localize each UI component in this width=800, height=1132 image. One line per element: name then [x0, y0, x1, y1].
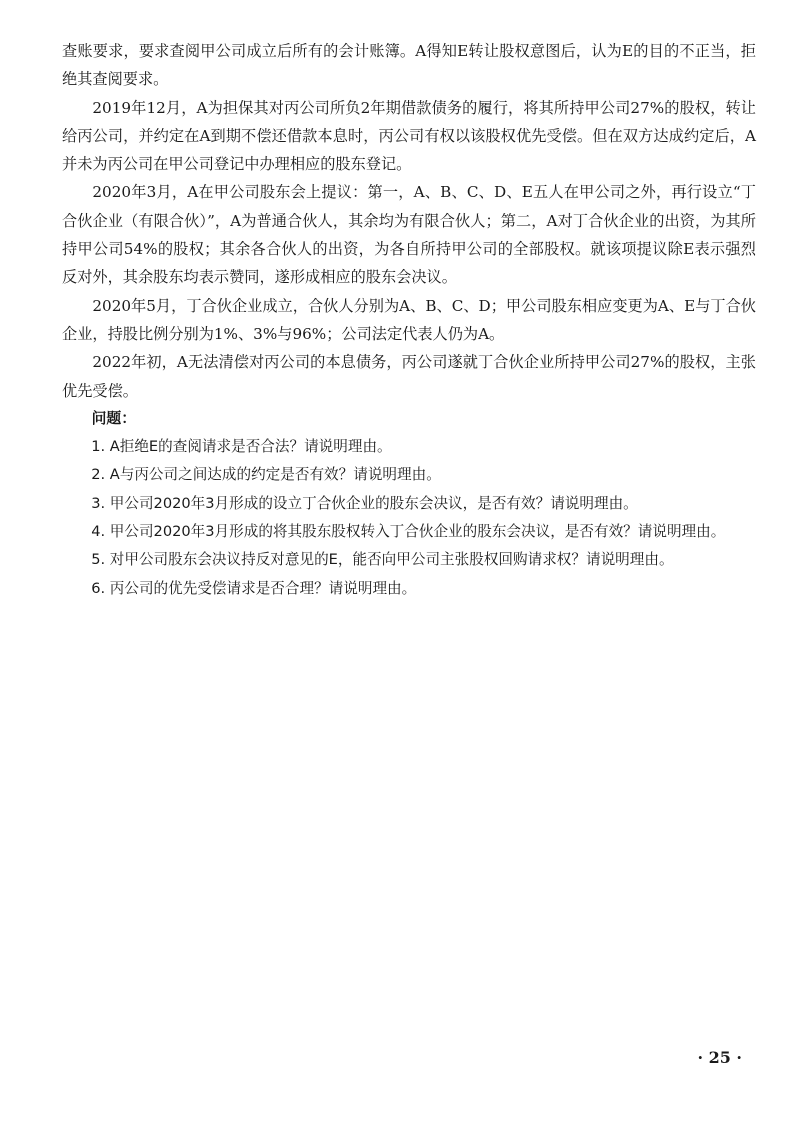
paragraph-2022-claim: 2022年初，A无法清偿对丙公司的本息债务，丙公司遂就丁合伙企业所持甲公司27%的股权，主张优先受偿。	[62, 353, 756, 400]
question-1: 1. A拒绝E的查阅请求是否合法？请说明理由。	[91, 438, 392, 456]
questions-heading: 问题：	[91, 409, 136, 427]
question-2: 2. A与丙公司之间达成的约定是否有效？请说明理由。	[91, 466, 441, 484]
paragraph-2019-pledge: 2019年12月，A为担保其对丙公司所负2年期借款债务的履行，将其所持甲公司27%的股权，转让给丙公司，并约定在A到期不偿还借款本息时，丙公司有权以该股权优先受偿。但在双方达成约定后，A并未为丙公司在甲公司登记中办理相应的股东登记。	[62, 98, 756, 174]
question-3: 3. 甲公司2020年3月形成的设立丁合伙企业的股东会决议，是否有效？请说明理由。	[91, 494, 638, 512]
question-6: 6. 丙公司的优先受偿请求是否合理？请说明理由。	[91, 579, 417, 597]
question-4: 4. 甲公司2020年3月形成的将其股东股权转入丁合伙企业的股东会决议，是否有效？请说明理由。	[91, 523, 726, 541]
paragraph-continued: 查账要求，要求查阅甲公司成立后所有的会计账簿。A得知E转让股权意图后，认为E的目的不正当，拒绝其查阅要求。	[62, 42, 756, 89]
document-body	[62, 37, 756, 603]
page-number: · 25 ·	[697, 1048, 742, 1067]
question-5: 5. 对甲公司股东会决议持反对意见的E，能否向甲公司主张股权回购请求权？请说明理由。	[91, 551, 674, 569]
paragraph-2020-may-partnership: 2020年5月，丁合伙企业成立，合伙人分别为A、B、C、D；甲公司股东相应变更为A、E与丁合伙企业，持股比例分别为1%、3%与96%；公司法定代表人仍为A。	[62, 296, 756, 343]
paragraph-2020-march-proposal: 2020年3月，A在甲公司股东会上提议：第一，A、B、C、D、E五人在甲公司之外，再行设立“丁合伙企业（有限合伙）”，A为普通合伙人，其余均为有限合伙人；第二，A对丁合伙企业的出资，为其所持甲公司54%的股权；其余各合伙人的出资，为各自所持甲公司的全部股权。就该项提议除E表示强烈反对外，其余股东均表示赞同，遂形成相应的股东会决议。	[62, 183, 756, 287]
